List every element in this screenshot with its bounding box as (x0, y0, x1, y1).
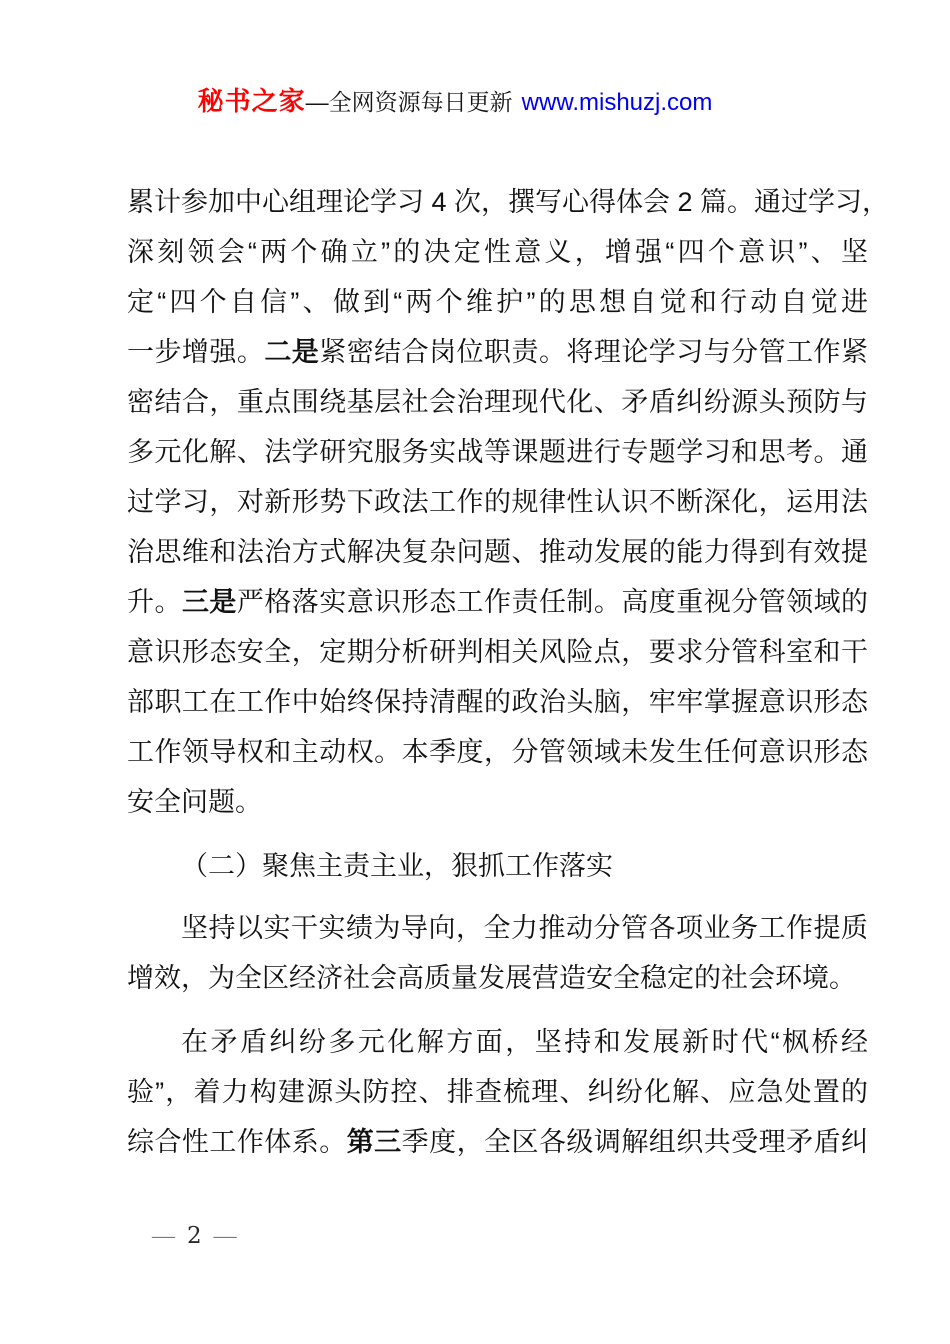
header-dash: — (305, 89, 329, 115)
bold-text-segment: 第三 (346, 1127, 402, 1157)
bold-text-segment: 二是 (264, 337, 320, 367)
footer-right-dash: — (213, 1223, 237, 1248)
text-segment: 密结合，重点围绕基层社会治理现代化、矛盾纠纷源头预防与 (127, 387, 868, 417)
text-segment: 工作领导权和主动权。本季度，分管领域未发生任何意识形态 (127, 737, 868, 767)
text-line (127, 577, 868, 627)
text-segment: 紧密结合岗位职责。将理论学习与分管工作紧 (319, 337, 869, 367)
document-body (127, 177, 890, 1167)
text-line (127, 627, 868, 677)
text-line (127, 677, 868, 727)
footer-left-dash: — (152, 1223, 175, 1248)
text-segment: （二）聚焦主责主业，狠抓工作落实 (181, 851, 613, 881)
page-header (0, 86, 930, 121)
text-segment: 增效，为全区经济社会高质量发展营造安全稳定的社会环境。 (127, 963, 856, 993)
text-line (127, 1117, 868, 1167)
header-tagline: 全网资源每日更新 (328, 89, 513, 115)
text-line (127, 953, 868, 1003)
text-segment: 综合性工作体系。 (127, 1127, 347, 1157)
text-line (127, 1017, 868, 1067)
text-segment: 多元化解、法学研究服务实战等课题进行专题学习和思考。通 (127, 437, 868, 467)
text-segment: 累计参加中心组理论学习 4 次，撰写心得体会 2 篇。通过学习， (127, 187, 890, 217)
text-segment: 定“四个自信”、做到“两个维护”的思想自觉和行动自觉进 (127, 287, 868, 317)
text-segment: 季度，全区各级调解组织共受理矛盾纠 (401, 1127, 869, 1157)
text-line (127, 727, 868, 777)
paragraph (127, 177, 890, 827)
text-segment: 在矛盾纠纷多元化解方面，坚持和发展新时代“枫桥经 (181, 1027, 868, 1057)
section-heading (127, 841, 868, 891)
text-line (127, 377, 868, 427)
text-segment: 意识形态安全，定期分析研判相关风险点，要求分管科室和干 (127, 637, 868, 667)
text-segment: 过学习，对新形势下政法工作的规律性认识不断深化，运用法 (127, 487, 868, 517)
text-segment: 部职工在工作中始终保持清醒的政治头脑，牢牢掌握意识形态 (127, 687, 868, 717)
text-line (127, 527, 868, 577)
text-segment: 验”，着力构建源头防控、排查梳理、纠纷化解、应急处置的 (127, 1077, 868, 1107)
text-line (127, 777, 868, 827)
text-segment: 深刻领会“两个确立”的决定性意义，增强“四个意识”、坚 (127, 237, 868, 267)
text-segment: 治思维和法治方式解决复杂问题、推动发展的能力得到有效提 (127, 537, 868, 567)
text-line (127, 327, 868, 377)
text-line (127, 177, 890, 227)
text-line (127, 227, 868, 277)
text-line (127, 903, 868, 953)
text-segment: 安全问题。 (127, 787, 262, 817)
text-line (127, 477, 868, 527)
text-segment: 升。 (127, 587, 182, 617)
text-line (127, 427, 868, 477)
bold-text-segment: 三是 (181, 587, 237, 617)
text-line (127, 1067, 868, 1117)
page-footer (152, 1220, 237, 1251)
text-line (127, 277, 868, 327)
text-segment: 严格落实意识形态工作责任制。高度重视分管领域的 (236, 587, 869, 617)
page-number: 2 (187, 1223, 202, 1249)
paragraph (127, 903, 868, 1003)
text-segment: 一步增强。 (127, 337, 265, 367)
text-segment: 坚持以实干实绩为导向，全力推动分管各项业务工作提质 (181, 913, 868, 943)
paragraph (127, 1017, 868, 1167)
site-url-link[interactable]: www.mishuzj.com (521, 89, 713, 116)
brand-logo-text: 秘书之家 (197, 86, 306, 116)
heading-line (127, 841, 868, 891)
